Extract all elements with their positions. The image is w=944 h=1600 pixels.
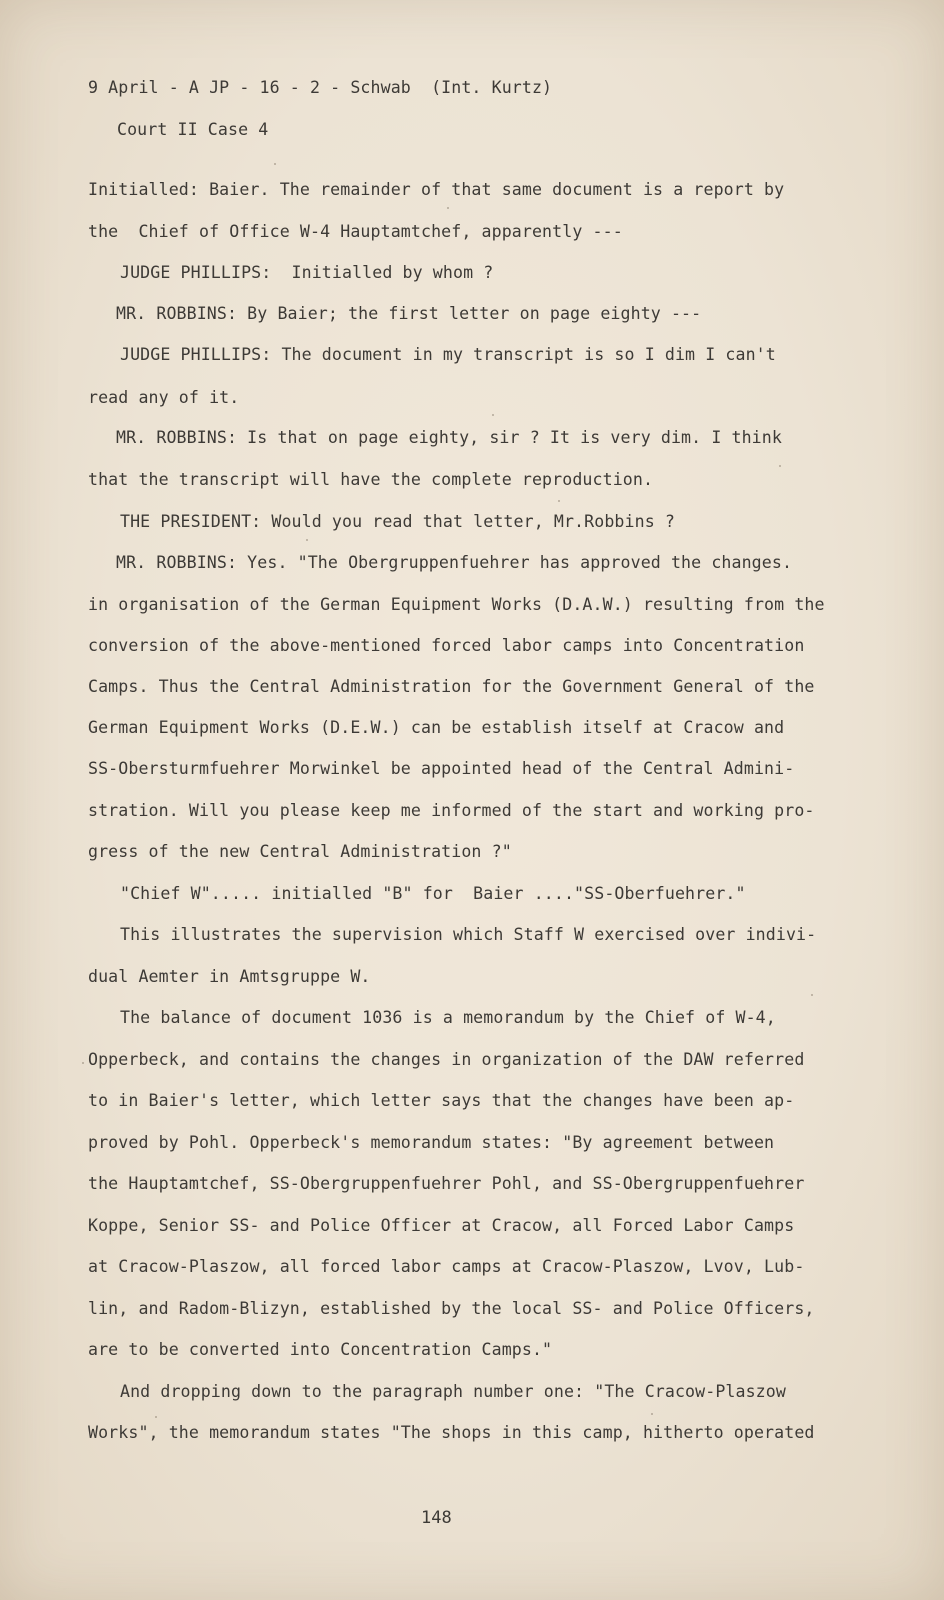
text-line: the Chief of Office W-4 Hauptamtchef, apparently --- (88, 222, 623, 241)
text-line: Works", the memorandum states "The shops in this camp, hitherto operated (88, 1423, 815, 1442)
page-number: 148 (421, 1508, 452, 1528)
text-line: lin, and Radom-Blizyn, established by the local SS- and Police Officers, (88, 1299, 815, 1318)
text-line: stration. Will you please keep me informed of the start and working pro- (88, 801, 815, 820)
text-line: The balance of document 1036 is a memorandum by the Chief of W-4, (120, 1008, 776, 1027)
text-line: Koppe, Senior SS- and Police Officer at Cracow, all Forced Labor Camps (88, 1216, 795, 1235)
text-line: to in Baier's letter, which letter says that the changes have been ap- (88, 1091, 795, 1110)
paper-speck (492, 414, 494, 416)
paper-speck (155, 1416, 157, 1418)
text-line: THE PRESIDENT: Would you read that letter, Mr.Robbins ? (120, 512, 675, 531)
text-line: JUDGE PHILLIPS: Initialled by whom ? (120, 263, 494, 282)
text-line: in organisation of the German Equipment Works (D.A.W.) resulting from the (88, 595, 825, 614)
text-line: SS-Obersturmfuehrer Morwinkel be appointed head of the Central Admini- (88, 759, 795, 778)
paper-speck (274, 163, 276, 165)
text-line: "Chief W"..... initialled "B" for Baier ...."SS-Oberfuehrer." (120, 884, 746, 903)
text-line: MR. ROBBINS: Is that on page eighty, sir ? It is very dim. I think (116, 428, 782, 447)
text-line: read any of it. (88, 388, 240, 407)
text-line: Initialled: Baier. The remainder of that same document is a report by (88, 180, 785, 199)
text-line: gress of the new Central Administration ?" (88, 842, 512, 861)
text-line: proved by Pohl. Opperbeck's memorandum states: "By agreement between (88, 1133, 775, 1152)
text-line: JUDGE PHILLIPS: The document in my transcript is so I dim I can't (120, 345, 776, 364)
text-line: are to be converted into Concentration Camps." (88, 1340, 553, 1359)
paper-speck (779, 465, 781, 467)
header-line-2: Court II Case 4 (117, 120, 269, 139)
paper-speck (811, 994, 813, 996)
text-line: German Equipment Works (D.E.W.) can be establish itself at Cracow and (88, 718, 785, 737)
text-line: conversion of the above-mentioned forced labor camps into Concentration (88, 636, 805, 655)
paper-speck (651, 1413, 653, 1415)
text-line: that the transcript will have the complete reproduction. (88, 470, 654, 489)
text-line: Opperbeck, and contains the changes in organization of the DAW referred (88, 1050, 805, 1069)
text-line: at Cracow-Plaszow, all forced labor camps at Cracow-Plaszow, Lvov, Lub- (88, 1257, 805, 1276)
text-line: And dropping down to the paragraph number one: "The Cracow-Plaszow (120, 1382, 786, 1401)
text-line: dual Aemter in Amtsgruppe W. (88, 967, 371, 986)
header-line-1: 9 April - A JP - 16 - 2 - Schwab (Int. Kurtz) (88, 78, 553, 97)
text-line: Camps. Thus the Central Administration for the Government General of the (88, 677, 815, 696)
text-line: This illustrates the supervision which Staff W exercised over indivi- (120, 925, 817, 944)
text-line: the Hauptamtchef, SS-Obergruppenfuehrer Pohl, and SS-Obergruppenfuehrer (88, 1174, 805, 1193)
paper-speck (447, 207, 449, 209)
paper-speck (558, 500, 560, 502)
text-line: MR. ROBBINS: Yes. "The Obergruppenfuehrer has approved the changes. (116, 553, 793, 572)
text-line: MR. ROBBINS: By Baier; the first letter on page eighty --- (116, 304, 702, 323)
paper-speck (306, 539, 308, 541)
paper-speck (82, 1062, 84, 1064)
